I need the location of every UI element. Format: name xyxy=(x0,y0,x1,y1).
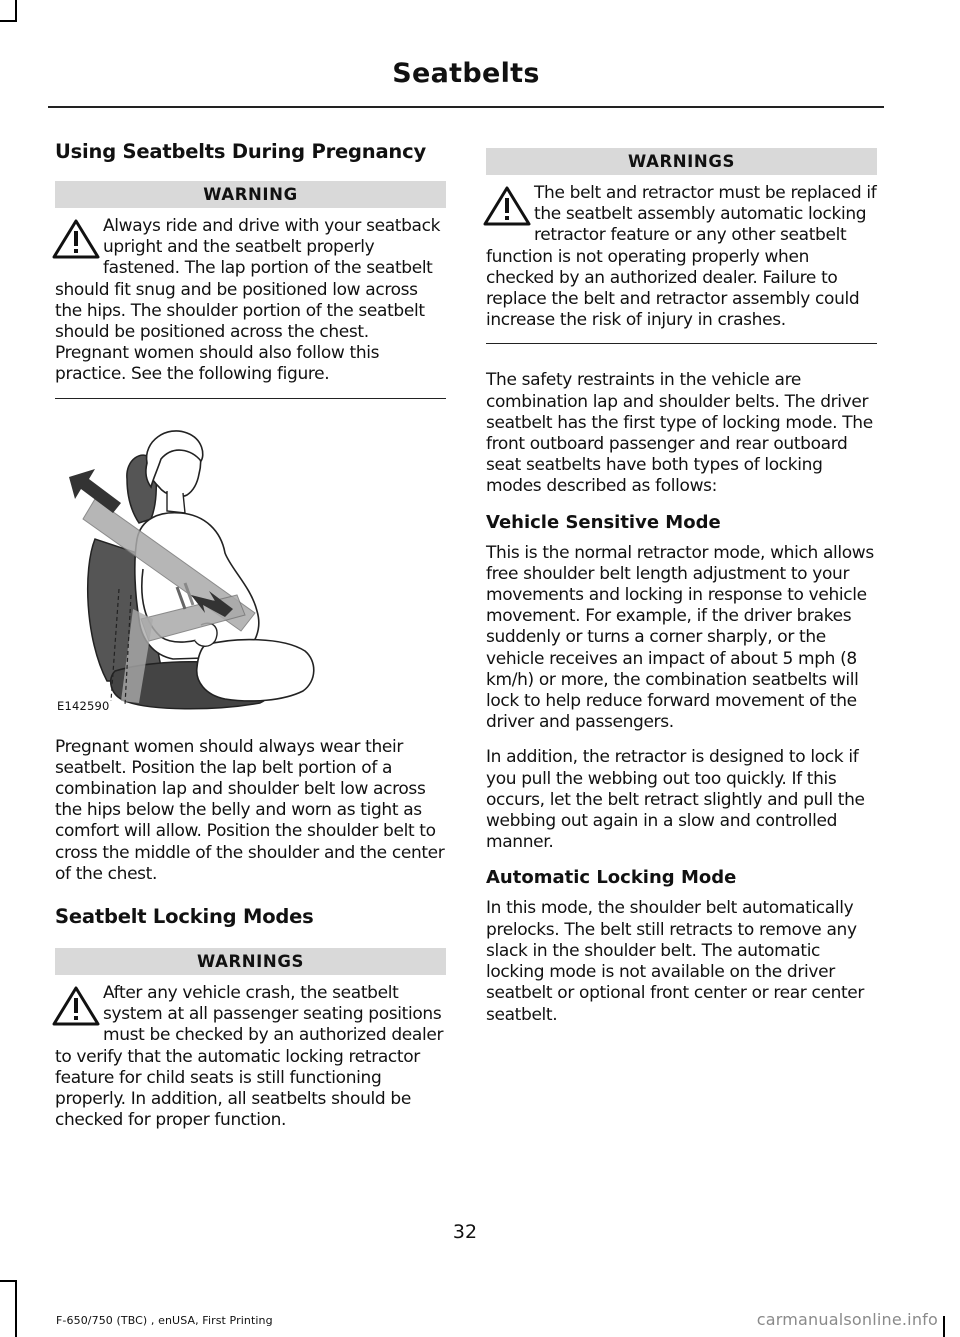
section-title-pregnancy: Using Seatbelts During Pregnancy xyxy=(55,140,426,163)
watermark-link[interactable]: carmanualsonline.info xyxy=(756,1310,938,1329)
warning-text: After any vehicle crash, the seatbelt system at all passenger seating positions must be checked by an authorized dealer to verify that the automatic locking retractor feature for child seats is still functioning properly. In addition, all seatbelts should be checked for proper function. xyxy=(55,983,444,1131)
right-column xyxy=(486,148,877,1040)
restraints-paragraph: The safety restraints in the vehicle are combination lap and shoulder belts. The driver seatbelt has the first type of locking mode. The front outboard passenger and rear outboard seat seatbelts have both types of locking modes described as follows: xyxy=(486,370,873,497)
crop-mark xyxy=(0,20,17,22)
crop-mark xyxy=(15,1280,17,1337)
warning-block xyxy=(55,216,446,399)
warning-triangle-icon xyxy=(482,185,532,227)
warning-text: Always ride and drive with your seatback upright and the seatbelt properly fastened. The lap portion of the seatbelt should fit snug and be positioned low across the hips. The shoulder portion of the seatbelt should be positioned across the chest. Pregnant women should also follow this practice. See the following figure. xyxy=(55,216,441,385)
section-title-locking-modes: Seatbelt Locking Modes xyxy=(55,905,314,929)
crop-mark xyxy=(0,1280,17,1282)
left-column xyxy=(55,140,446,1163)
pregnancy-seatbelt-figure xyxy=(55,419,446,719)
warning-heading: WARNING xyxy=(55,181,446,208)
page-number: 32 xyxy=(452,1221,478,1243)
warnings-block xyxy=(55,983,446,1143)
header-rule xyxy=(48,106,884,108)
figure-code: E142590 xyxy=(57,698,110,713)
crop-mark xyxy=(943,1316,945,1337)
warnings-heading: WARNINGS xyxy=(486,148,877,175)
warning-text: The belt and retractor must be replaced if the seatbelt assembly automatic locking retractor feature or any other seatbelt function is not operating properly when checked by an authorized dealer. Failure to replace the belt and retractor assembly could increase the risk of injury in crashes. xyxy=(486,183,877,331)
warning-triangle-icon xyxy=(51,218,101,260)
pregnant-woman-seatbelt-illustration xyxy=(55,419,446,719)
automatic-locking-paragraph: In this mode, the shoulder belt automatically prelocks. The belt still retracts to remove any slack in the shoulder belt. The automatic locking mode is not available on the driver seatbelt or optional front center or rear center seatbelt. xyxy=(486,898,865,1025)
subsection-title-vehicle-sensitive: Vehicle Sensitive Mode xyxy=(486,511,721,533)
warnings-heading: WARNINGS xyxy=(55,948,446,975)
crop-mark xyxy=(15,0,17,22)
page-header-title: Seatbelts xyxy=(392,58,540,89)
subsection-title-automatic-locking: Automatic Locking Mode xyxy=(486,867,737,889)
vehicle-sensitive-paragraph: This is the normal retractor mode, which allows free shoulder belt length adjustment to your movements and locking in response to vehicle movement. For example, if the driver brakes suddenly or turns a corner sharply, or the vehicle receives an impact of about 5 mph (8 km/h) or more, the combination seatbelts will lock to help reduce forward movement of the driver and passengers. xyxy=(486,542,874,733)
pregnancy-paragraph: Pregnant women should always wear their seatbelt. Position the lap belt portion of a combination lap and shoulder belt low across the hips below the belly and worn as tight as comfort will allow. Position the shoulder belt to cross the middle of the shoulder and the center of the chest. xyxy=(55,736,445,884)
warnings-block xyxy=(486,183,877,344)
warning-triangle-icon xyxy=(51,985,101,1027)
retractor-lock-paragraph: In addition, the retractor is designed to lock if you pull the webbing out too quickly. If this occurs, let the belt retract slightly and pull the webbing out again in a slow and controlled manner. xyxy=(486,747,865,853)
footer-text: F-650/750 (TBC) , enUSA, First Printing xyxy=(56,1314,273,1327)
